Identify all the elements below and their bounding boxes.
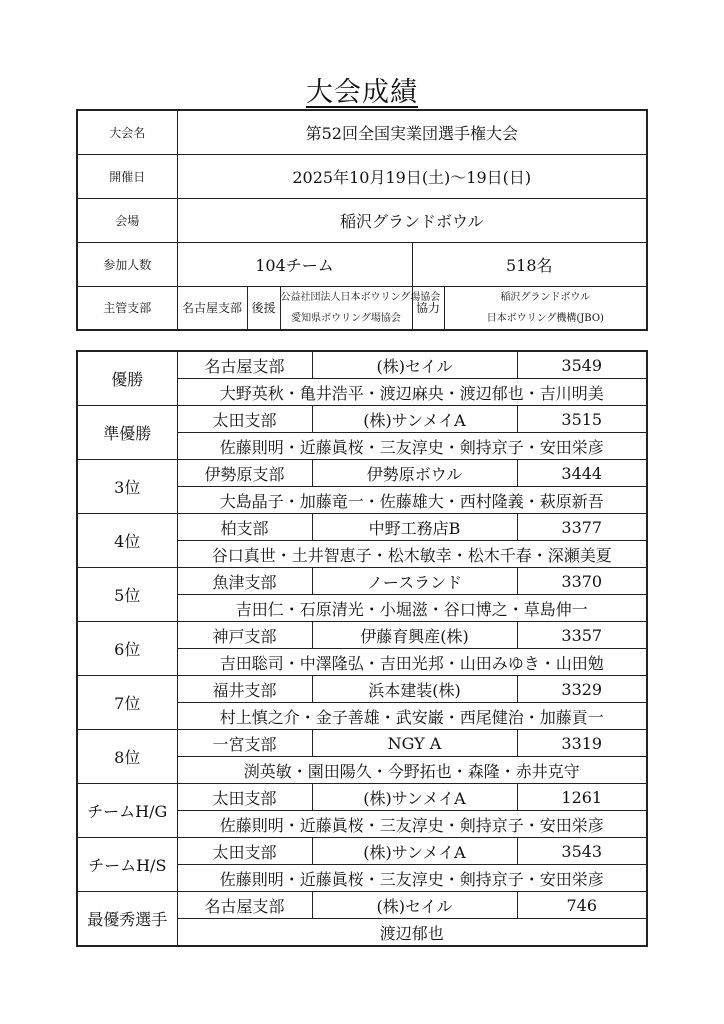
result-row (77, 892, 647, 919)
result-row (77, 514, 647, 541)
participants-label: 参加人数 (77, 242, 177, 286)
result-place: 優勝 (77, 351, 177, 406)
host-branch: 名古屋支部 (177, 286, 247, 330)
result-members: 佐藤則明・近藤眞桜・三友淳史・剣持京子・安田栄彦 (177, 865, 647, 892)
support-org-2: 愛知県ボウリング場協会 (291, 312, 401, 324)
result-place: 7位 (77, 676, 177, 730)
result-branch: 太田支部 (177, 784, 312, 811)
support-org-1: 公益社団法人日本ボウリング場協会 (280, 291, 441, 303)
result-team: (株)セイル (312, 351, 517, 379)
result-row (77, 784, 647, 811)
people-count: 518名 (412, 242, 647, 286)
result-score: 3444 (517, 460, 647, 487)
result-team: ノースランド (312, 568, 517, 595)
result-row (77, 460, 647, 487)
result-score: 3319 (517, 730, 647, 757)
result-members: 谷口真世・土井智恵子・松木敏幸・松木千春・深瀬美夏 (177, 541, 647, 568)
coop-label: 協力 (412, 286, 444, 330)
host-label: 主管支部 (77, 286, 177, 330)
result-members: 佐藤則明・近藤眞桜・三友淳史・剣持京子・安田栄彦 (177, 811, 647, 838)
result-score: 3377 (517, 514, 647, 541)
result-score: 3370 (517, 568, 647, 595)
info-row-participants (77, 242, 647, 286)
venue: 稲沢グランドボウル (177, 198, 647, 242)
result-score: 3549 (517, 351, 647, 379)
result-place: チームH/S (77, 838, 177, 892)
result-branch: 一宮支部 (177, 730, 312, 757)
result-score: 1261 (517, 784, 647, 811)
result-row (77, 730, 647, 757)
result-team: 浜本建装(株) (312, 676, 517, 703)
result-branch: 名古屋支部 (177, 351, 312, 379)
result-place: 最優秀選手 (77, 892, 177, 947)
result-members: 大野英秋・亀井浩平・渡辺麻央・渡辺郁也・吉川明美 (177, 379, 647, 406)
result-place: 3位 (77, 460, 177, 514)
result-place: 4位 (77, 514, 177, 568)
result-branch: 名古屋支部 (177, 892, 312, 919)
info-row-date (77, 154, 647, 198)
result-team: NGY A (312, 730, 517, 757)
info-row-venue (77, 198, 647, 242)
result-members: 吉田聡司・中澤隆弘・吉田光邦・山田みゆき・山田勉 (177, 649, 647, 676)
result-row (77, 406, 647, 433)
support-label: 後援 (247, 286, 280, 330)
result-members: 渕英敏・園田陽久・今野拓也・森隆・赤井克守 (177, 757, 647, 784)
result-branch: 魚津支部 (177, 568, 312, 595)
result-branch: 神戸支部 (177, 622, 312, 649)
result-row (77, 568, 647, 595)
result-place: 5位 (77, 568, 177, 622)
result-place: 準優勝 (77, 406, 177, 460)
page-title: 大会成績 (306, 77, 418, 108)
result-members: 佐藤則明・近藤眞桜・三友淳史・剣持京子・安田栄彦 (177, 433, 647, 460)
result-row (77, 622, 647, 649)
result-score: 3543 (517, 838, 647, 865)
result-team: (株)サンメイA (312, 784, 517, 811)
result-members: 村上慎之介・金子善雄・武安巌・西尾健治・加藤貢一 (177, 703, 647, 730)
result-branch: 伊勢原支部 (177, 460, 312, 487)
result-branch: 太田支部 (177, 838, 312, 865)
result-score: 3515 (517, 406, 647, 433)
date-label: 開催日 (77, 154, 177, 198)
info-row-organizers (77, 286, 647, 330)
results-table (76, 350, 648, 947)
result-score: 3329 (517, 676, 647, 703)
coop-org-2: 日本ボウリング機構(JBO) (486, 312, 604, 324)
venue-label: 会場 (77, 198, 177, 242)
result-row (77, 351, 647, 379)
result-members: 吉田仁・石原清光・小堀滋・谷口博之・草島伸一 (177, 595, 647, 622)
coop-org-1: 稲沢グランドボウル (500, 291, 591, 303)
result-score: 746 (517, 892, 647, 919)
result-branch: 太田支部 (177, 406, 312, 433)
result-place: チームH/G (77, 784, 177, 838)
result-members: 大島晶子・加藤竜一・佐藤雄大・西村隆義・萩原新吾 (177, 487, 647, 514)
result-place: 6位 (77, 622, 177, 676)
result-row (77, 838, 647, 865)
result-branch: 柏支部 (177, 514, 312, 541)
info-row-tournament (77, 110, 647, 154)
tournament-name: 第52回全国実業団選手権大会 (177, 110, 647, 154)
result-score: 3357 (517, 622, 647, 649)
coop-orgs (444, 286, 647, 330)
tournament-name-label: 大会名 (77, 110, 177, 154)
result-members: 渡辺郁也 (177, 919, 647, 947)
tournament-info-table (76, 109, 648, 331)
result-branch: 福井支部 (177, 676, 312, 703)
team-count: 104チーム (177, 242, 412, 286)
result-team: (株)サンメイA (312, 838, 517, 865)
result-team: (株)サンメイA (312, 406, 517, 433)
result-place: 8位 (77, 730, 177, 784)
result-team: (株)セイル (312, 892, 517, 919)
result-team: 中野工務店B (312, 514, 517, 541)
event-date: 2025年10月19日(土)〜19日(日) (177, 154, 647, 198)
result-team: 伊藤育興産(株) (312, 622, 517, 649)
result-team: 伊勢原ボウル (312, 460, 517, 487)
result-row (77, 676, 647, 703)
